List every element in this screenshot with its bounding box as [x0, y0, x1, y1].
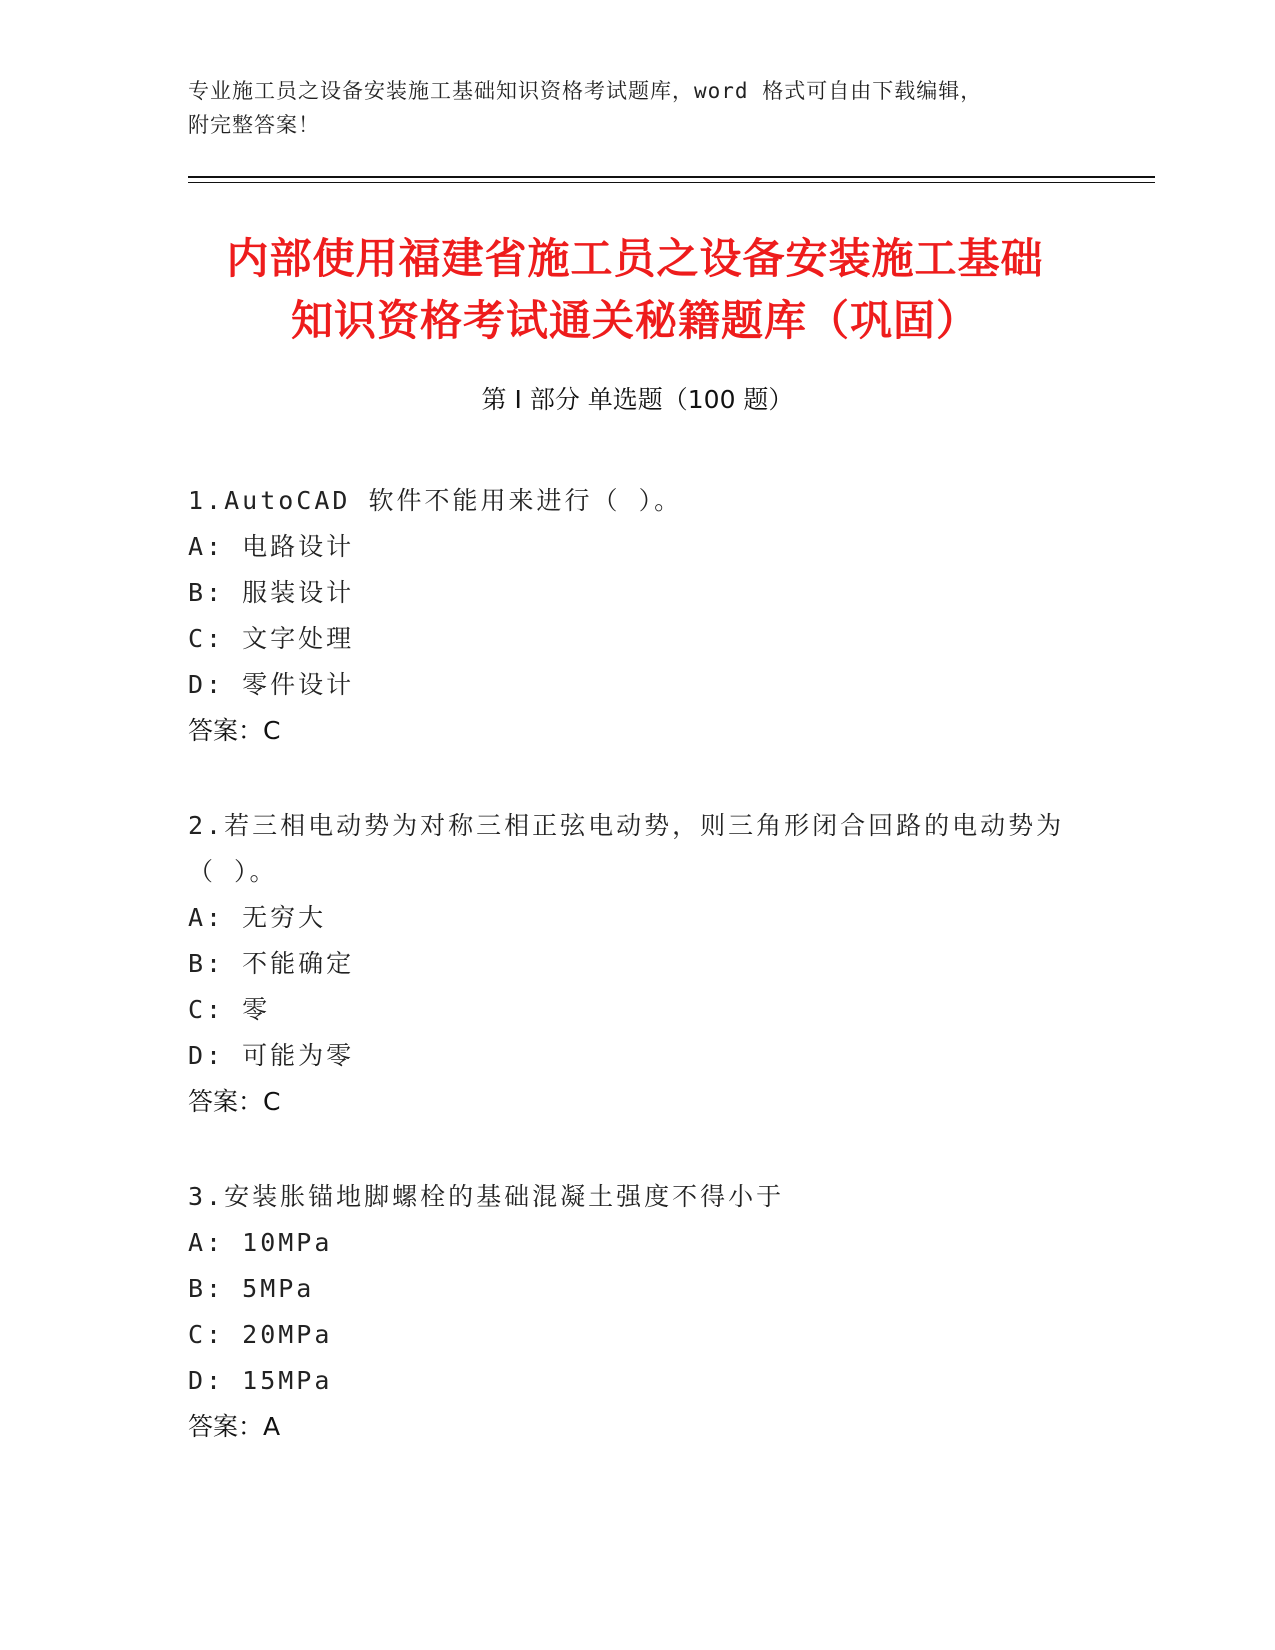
question-1 — [188, 478, 1068, 754]
option-b: B: 不能确定 — [188, 949, 355, 978]
question-stem: 1.AutoCAD 软件不能用来进行（ ）。 — [188, 486, 683, 515]
answer-line: 答案：A — [188, 1412, 281, 1441]
option-b: B: 5MPa — [188, 1274, 315, 1303]
question-list — [188, 478, 1068, 1499]
option-a: A: 电路设计 — [188, 532, 355, 561]
header-divider-thin — [188, 182, 1155, 183]
header-note — [188, 74, 1088, 142]
option-d: D: 零件设计 — [188, 670, 355, 699]
option-c: C: 零 — [188, 995, 271, 1024]
answer-line: 答案：C — [188, 716, 281, 745]
option-c: C: 20MPa — [188, 1320, 333, 1349]
option-a: A: 10MPa — [188, 1228, 333, 1257]
document-title-line: 知识资格考试通关秘籍题库（巩固） — [290, 296, 979, 345]
header-note-line: 附完整答案！ — [188, 113, 320, 137]
header-note-line: 专业施工员之设备安装施工基础知识资格考试题库，word 格式可自由下载编辑， — [188, 79, 983, 103]
section-heading: 第 I 部分 单选题（100 题） — [481, 385, 794, 414]
question-stem: 3.安装胀锚地脚螺栓的基础混凝土强度不得小于 — [188, 1182, 785, 1211]
question-stem: 2.若三相电动势为对称三相正弦电动势，则三角形闭合回路的电动势为（ ）。 — [188, 811, 1065, 886]
question-3 — [188, 1174, 1068, 1450]
document-title-line: 内部使用福建省施工员之设备安装施工基础 — [226, 234, 1044, 283]
header-divider — [188, 176, 1155, 178]
answer-line: 答案：C — [188, 1087, 281, 1116]
option-d: D: 可能为零 — [188, 1041, 355, 1070]
option-d: D: 15MPa — [188, 1366, 333, 1395]
option-a: A: 无穷大 — [188, 903, 327, 932]
option-b: B: 服装设计 — [188, 578, 355, 607]
question-2 — [188, 803, 1068, 1125]
document-title — [180, 228, 1090, 352]
option-c: C: 文字处理 — [188, 624, 355, 653]
